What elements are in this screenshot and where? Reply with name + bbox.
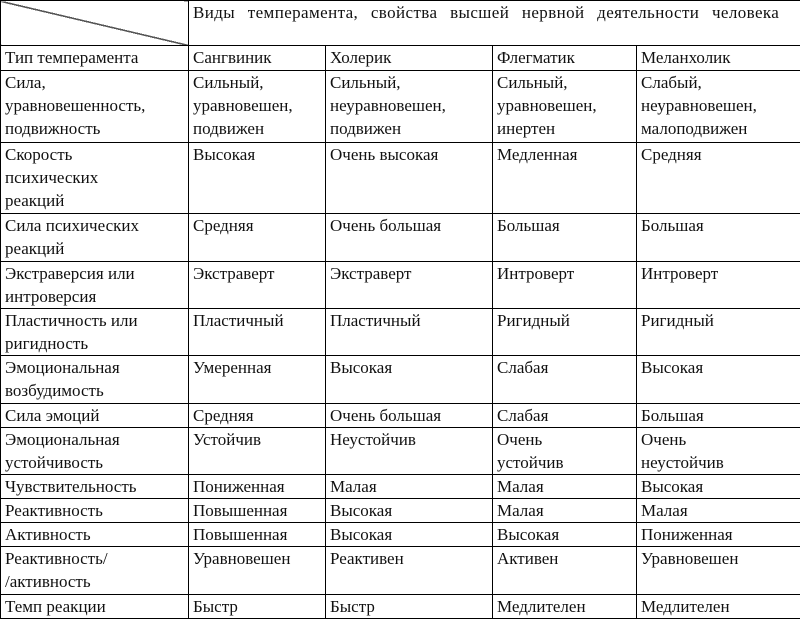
header-cell-sanguine: Сангвиник bbox=[189, 46, 326, 71]
table-cell: Сильный, уравновешен, подвижен bbox=[189, 71, 326, 142]
header-cell-choleric: Холерик bbox=[326, 46, 493, 71]
table-row bbox=[1, 474, 800, 498]
table-cell: Большая bbox=[637, 403, 800, 427]
table-row bbox=[1, 547, 800, 594]
table-cell: Очень устойчив bbox=[493, 427, 637, 474]
table-cell: Устойчив bbox=[189, 427, 326, 474]
table-cell: Очень высокая bbox=[326, 142, 493, 213]
table-cell: Пластичный bbox=[326, 308, 493, 355]
table-cell: Очень большая bbox=[326, 403, 493, 427]
row-label: Чувствительность bbox=[1, 474, 189, 498]
table-cell: Неустойчив bbox=[326, 427, 493, 474]
table-cell: Быстр bbox=[326, 594, 493, 618]
table-row bbox=[1, 523, 800, 547]
table-cell: Экстраверт bbox=[326, 261, 493, 308]
table-cell: Уравновешен bbox=[189, 547, 326, 594]
table-cell: Пониженная bbox=[637, 523, 800, 547]
table-cell: Активен bbox=[493, 547, 637, 594]
table-cell: Высокая bbox=[189, 142, 326, 213]
table-cell: Медлителен bbox=[637, 594, 800, 618]
table-cell: Средняя bbox=[189, 214, 326, 261]
table-cell: Медлителен bbox=[493, 594, 637, 618]
row-label: Экстраверсия или интроверсия bbox=[1, 261, 189, 308]
row-label: Темп реакции bbox=[1, 594, 189, 618]
row-label: Эмоциональная возбудимость bbox=[1, 356, 189, 403]
table-cell: Интроверт bbox=[493, 261, 637, 308]
table-cell: Высокая bbox=[326, 523, 493, 547]
table-cell: Средняя bbox=[189, 403, 326, 427]
table-row bbox=[1, 261, 800, 308]
table-row bbox=[1, 594, 800, 618]
table-cell: Сильный, неуравновешен, подвижен bbox=[326, 71, 493, 142]
row-label: Эмоциональная устойчивость bbox=[1, 427, 189, 474]
table-cell: Ригидный bbox=[637, 308, 800, 355]
table-cell: Средняя bbox=[637, 142, 800, 213]
table-cell: Малая bbox=[493, 474, 637, 498]
header-cell-melancholic: Меланхолик bbox=[637, 46, 800, 71]
header-row bbox=[1, 46, 800, 71]
table-row bbox=[1, 308, 800, 355]
table-cell: Ригидный bbox=[493, 308, 637, 355]
table-cell: Реактивен bbox=[326, 547, 493, 594]
table-row bbox=[1, 499, 800, 523]
caption-row bbox=[1, 1, 800, 46]
header-cell-type: Тип темперамента bbox=[1, 46, 189, 71]
table-cell: Малая bbox=[326, 474, 493, 498]
table-cell: Повышенная bbox=[189, 499, 326, 523]
table-cell: Повышенная bbox=[189, 523, 326, 547]
table-cell: Экстраверт bbox=[189, 261, 326, 308]
table-row bbox=[1, 356, 800, 403]
table-cell: Очень большая bbox=[326, 214, 493, 261]
table-row bbox=[1, 427, 800, 474]
table-cell: Высокая bbox=[493, 523, 637, 547]
diagonal-corner-cell bbox=[1, 1, 189, 46]
table-cell: Малая bbox=[637, 499, 800, 523]
table-cell: Слабая bbox=[493, 356, 637, 403]
table-cell: Слабая bbox=[493, 403, 637, 427]
table-cell: Малая bbox=[493, 499, 637, 523]
table-cell: Высокая bbox=[637, 474, 800, 498]
table-cell: Пластичный bbox=[189, 308, 326, 355]
row-label: Сила эмоций bbox=[1, 403, 189, 427]
table-row bbox=[1, 214, 800, 261]
table-cell: Высокая bbox=[326, 356, 493, 403]
row-label: Реактивность bbox=[1, 499, 189, 523]
table-row bbox=[1, 71, 800, 142]
table-caption: Виды темперамента, свойства высшей нервной деятельности человека bbox=[189, 1, 800, 46]
row-label: Активность bbox=[1, 523, 189, 547]
table-cell: Слабый, неуравновешен, малоподвижен bbox=[637, 71, 800, 142]
table-cell: Уравновешен bbox=[637, 547, 800, 594]
table-cell: Очень неустойчив bbox=[637, 427, 800, 474]
table-cell: Быстр bbox=[189, 594, 326, 618]
table-cell: Сильный, уравновешен, инертен bbox=[493, 71, 637, 142]
table-cell: Высокая bbox=[326, 499, 493, 523]
table-row bbox=[1, 142, 800, 213]
row-label: Сила, уравновешенность, подвижность bbox=[1, 71, 189, 142]
row-label: Реактивность/ /активность bbox=[1, 547, 189, 594]
table-row bbox=[1, 403, 800, 427]
row-label: Сила психических реакций bbox=[1, 214, 189, 261]
header-cell-phlegmatic: Флегматик bbox=[493, 46, 637, 71]
table-cell: Интроверт bbox=[637, 261, 800, 308]
table-cell: Большая bbox=[637, 214, 800, 261]
table-cell: Высокая bbox=[637, 356, 800, 403]
table-cell: Пониженная bbox=[189, 474, 326, 498]
table-cell: Медленная bbox=[493, 142, 637, 213]
row-label: Пластичность или ригидность bbox=[1, 308, 189, 355]
table-cell: Большая bbox=[493, 214, 637, 261]
table-cell: Умеренная bbox=[189, 356, 326, 403]
row-label: Скорость психических реакций bbox=[1, 142, 189, 213]
